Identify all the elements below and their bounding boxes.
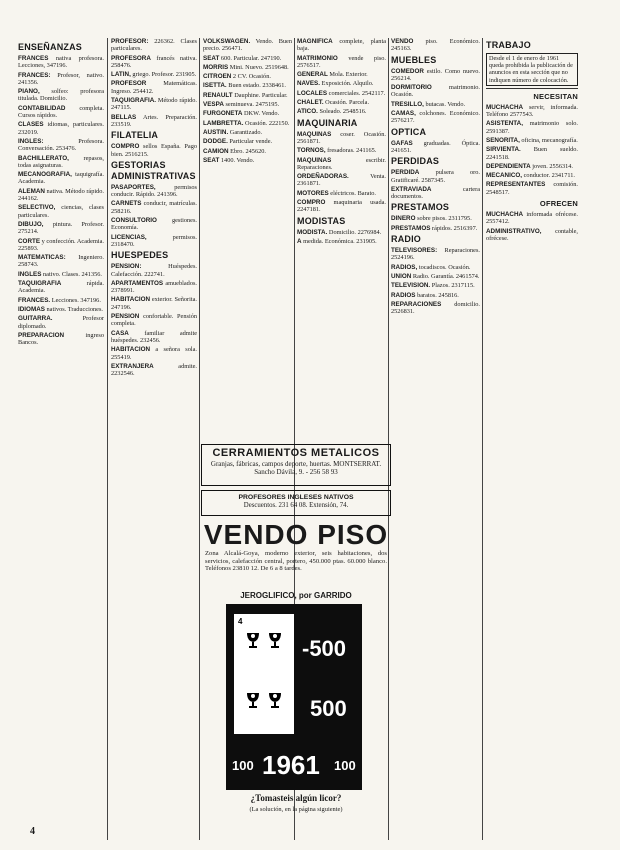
classified-ad: UNION Radio. Garantía. 2461574. bbox=[391, 272, 480, 280]
section-heading-prestamos: PRESTAMOS bbox=[391, 202, 450, 213]
classified-ad: GAFAS graduadas. Óptica. 241651. bbox=[391, 139, 480, 154]
classified-ad: FRANCES nativa profesora. Lecciones, 347196. bbox=[18, 55, 104, 70]
classified-ad: ORDEÑADORAS. Venta. 2361871. bbox=[297, 173, 386, 188]
ads-list bbox=[486, 104, 578, 196]
classified-ad: REPARACIONES domicilio. 2526831. bbox=[391, 300, 480, 316]
classified-ad: GENERAL Mola. Exterior. bbox=[297, 71, 368, 79]
classified-ad: MATEMATICAS: Ingeniero. 258743. bbox=[18, 254, 104, 269]
column-rule bbox=[199, 38, 200, 840]
classified-ad: SEAT 1400. Vendo. bbox=[203, 156, 255, 164]
classified-ad: PENSION confortable. Pensión completa. bbox=[111, 313, 197, 328]
ads-list bbox=[391, 68, 480, 125]
ad-profesores-text: Descuentos. 231 64 08. Extensión, 74. bbox=[243, 502, 349, 509]
classified-ad: TAQUIGRAFIA. Método rápido. 247115. bbox=[111, 97, 197, 112]
classified-ad: PREPARACION ingreso Bancos. bbox=[18, 331, 104, 347]
classified-ad: RADIOS baratos. 245816. bbox=[391, 291, 459, 299]
classified-ad: REPRESENTANTES comisión. 2548517. bbox=[486, 181, 578, 196]
classified-ad: DEPENDIENTA joven. 2556314. bbox=[486, 162, 573, 170]
classified-ad: CONSULTORIO gestiones. Economía. bbox=[111, 217, 197, 232]
ads-list bbox=[391, 247, 480, 315]
ad-profesores-box bbox=[201, 490, 391, 516]
classified-ad: MATRIMONIO vende piso. 2576517. bbox=[297, 54, 386, 69]
classified-ad: DODGE. Particular vende. bbox=[203, 138, 273, 146]
classified-ad: MUCHACHA informada ofrécese. 2557412. bbox=[486, 211, 578, 226]
classified-ad: PROFESOR: 226362. Clases particulares. bbox=[111, 38, 197, 53]
classified-ad: HABITACION exterior. Señorita. 247196. bbox=[111, 296, 197, 311]
classified-ad: MAGNIFICA complete, planta baja. bbox=[297, 38, 386, 53]
ads-list bbox=[486, 211, 578, 242]
puzzle-number-500: 500 bbox=[310, 696, 347, 721]
classified-ad: RENAULT Dauphine. Particular. bbox=[203, 91, 288, 99]
ads-list bbox=[297, 38, 386, 116]
classified-ad: PROFESORA francés nativa. 258476. bbox=[111, 54, 197, 69]
jeroglifico-solution-note: (La solución, en la página siguiente) bbox=[249, 806, 343, 813]
section-heading-muebles: MUEBLES bbox=[391, 54, 437, 65]
classified-ad: GUITARRA. Profesor diplomado. bbox=[18, 315, 104, 330]
classified-ad: VENDO piso. Económico. 245163. bbox=[391, 38, 480, 53]
ads-list bbox=[111, 143, 197, 158]
classified-ad: COMEDOR estilo. Como nuevo. 256214. bbox=[391, 67, 480, 82]
classified-ad: SIRVIENTA. Buen sueldo. 2241518. bbox=[486, 146, 578, 161]
ad-cerramientos-title: CERRAMIENTOS METALICOS bbox=[212, 447, 380, 459]
classified-ad: A medida. Económica. 231905. bbox=[297, 237, 377, 245]
classified-ad: PRESTAMOS rápidos. 2516397. bbox=[391, 224, 478, 232]
classified-ad: DIBUJO, pintura. Profesor. 275214. bbox=[18, 220, 104, 236]
classified-ad: BACHILLERATO, repasos, todas asignaturas. bbox=[18, 154, 104, 169]
ad-vendo-piso-title: VENDO PISO bbox=[203, 519, 389, 550]
puzzle-year-1961: 1961 bbox=[262, 750, 320, 780]
classified-ad: CARNETS conducir, matrículas. 258216. bbox=[111, 200, 197, 215]
classified-ad: CLASES idiomas, particulares. 232019. bbox=[18, 121, 104, 136]
section-heading-modistas: MODISTAS bbox=[297, 215, 346, 226]
classified-ad: TRESILLO, butacas. Vendo. bbox=[391, 100, 466, 108]
ad-cerramientos-text: Granjas, fábricas, campos deporte, huertas. MONTSERRAT. Sancho Dávila, 9. - 256 58 93 bbox=[210, 460, 382, 476]
column-rule bbox=[107, 38, 108, 840]
section-heading-ensenanzas: ENSEÑANZAS bbox=[18, 42, 83, 52]
classified-ad: VOLKSWAGEN. Vendo. Buen precio. 256471. bbox=[203, 38, 292, 53]
column-rule bbox=[388, 38, 389, 840]
classified-ad: PERDIDA pulsera oro. Gratificaré. 2587345. bbox=[391, 169, 480, 184]
classified-ad: SELECTIVO, ciencias, clases particulares. bbox=[18, 204, 104, 219]
ads-list bbox=[297, 229, 386, 246]
classified-ad: MAQUINAS escribir. Reparaciones. bbox=[297, 156, 386, 171]
classified-ad: MECANOGRAFIA, taquigrafía. Academia. bbox=[18, 171, 104, 186]
section-heading-huespedes: HUESPEDES bbox=[111, 250, 169, 261]
classified-ad: PASAPORTES, permisos conducir. Rápido. 241396. bbox=[111, 183, 197, 199]
classified-ad: COMPRO maquinaria usada. 2247181. bbox=[297, 199, 386, 214]
section-heading-filatelia: FILATELIA bbox=[111, 130, 159, 141]
classified-ad: VESPA seminueva. 2475195. bbox=[203, 101, 280, 109]
classified-ad: CASA familiar admite huéspedes. 232456. bbox=[111, 329, 197, 344]
classified-ad: PENSION: Huéspedes. Calefacción. 222741. bbox=[111, 263, 197, 278]
section-heading-optica: OPTICA bbox=[391, 126, 427, 137]
classified-ad: RADIOS, tocadiscos. Ocasión. bbox=[391, 263, 471, 271]
classified-ad: NAVES. Exposición. Alquilo. bbox=[297, 80, 374, 88]
puzzle-number-left-100: 100 bbox=[232, 758, 254, 773]
column-ensenanzas bbox=[18, 40, 104, 838]
classified-ad: MODISTA. Domicilio. 2276984. bbox=[297, 228, 382, 236]
cup-icon bbox=[267, 631, 283, 649]
section-heading-gestorias: GESTORIAS ADMINISTRATIVAS bbox=[111, 159, 196, 181]
classified-ad: ALEMAN nativa. Método rápido. 244162. bbox=[18, 187, 104, 203]
cup-icon bbox=[245, 691, 261, 709]
classified-ad: PIANO, solfeo: profesora titulada. Domicilio. bbox=[18, 88, 104, 103]
ad-profesores-title: PROFESORES INGLESES NATIVOS bbox=[238, 494, 354, 501]
ads-list bbox=[391, 215, 480, 232]
classified-ad: BELLAS Artes. Preparación. 233519. bbox=[111, 113, 197, 128]
classified-ad: IDIOMAS nativos. Traducciones. bbox=[18, 305, 104, 313]
classified-ad: SEAT 600. Particular. 247190. bbox=[203, 54, 282, 62]
classified-ad: EXTRAVIADA cartera documentos. bbox=[391, 185, 480, 201]
classified-ad: MORRIS Mini. Nuevo. 2519648. bbox=[203, 63, 289, 71]
classified-ad: FURGONETA DKW. Vendo. bbox=[203, 110, 280, 118]
trabajo-notice: Desde el 1 de enero de 1961 queda prohibida la publicación de anuncios en esta sección que no indiquen número de colocación. bbox=[486, 53, 578, 86]
classified-ad: ATICO. Soleado. 2548516. bbox=[297, 108, 367, 116]
classified-ad: HABITACION a señora sola. 255419. bbox=[111, 346, 197, 361]
ads-list bbox=[111, 263, 197, 377]
classified-ad: ASISTENTA, matrimonio solo. 2591387. bbox=[486, 120, 578, 135]
ads-list bbox=[391, 169, 480, 200]
classified-ad: APARTAMENTOS amueblados. 2378991. bbox=[111, 279, 197, 295]
page-folio: 4 bbox=[30, 826, 35, 837]
section-heading-maquinaria: MAQUINARIA bbox=[297, 117, 358, 128]
classified-ad: CAMAS, colchones. Económico. 2576217. bbox=[391, 110, 480, 125]
classified-ad: LOCALES comerciales. 2542117. bbox=[297, 89, 386, 97]
classified-ad: FRANCES: Profesor, nativo. 241356. bbox=[18, 71, 104, 86]
ad-vendo-piso-text: Zona Alcalá-Goya, moderno exterior, seis habitaciones, dos servicios, calefacción central, portero, 450.000 ptas. 60.000 blanco. Teléfonos 23810 12. De 6 a 8 tardes. bbox=[205, 550, 387, 573]
ads-list bbox=[391, 140, 480, 155]
section-heading-necesitan: NECESITAN bbox=[533, 91, 578, 101]
classified-ad: TELEVISORES: Reparaciones. 2524196. bbox=[391, 247, 480, 262]
classified-ad: INGLES nativo. Clases. 241356. bbox=[18, 270, 102, 278]
classified-ad: LAMBRETTA. Ocasión. 222150. bbox=[203, 119, 290, 127]
classified-ad: CAMION Ebro. 245620. bbox=[203, 147, 266, 155]
cup-icon bbox=[267, 691, 283, 709]
column-rule bbox=[482, 38, 483, 840]
ads-list bbox=[391, 38, 480, 53]
classified-ad: LATIN, griego. Profesor. 231905. bbox=[111, 71, 197, 79]
puzzle-number-minus-500: -500 bbox=[302, 636, 347, 661]
classified-ad: FRANCES. Lecciones. 347196. bbox=[18, 296, 101, 304]
section-heading-radio: RADIO bbox=[391, 234, 421, 245]
ads-list bbox=[111, 184, 197, 248]
classified-ad: PROFESOR Matemáticas. Ingreso. 254412. bbox=[111, 80, 197, 95]
classified-ad: AUSTIN. Garantizado. bbox=[203, 128, 263, 136]
classified-ad: TORNOS, fresadoras. 241165. bbox=[297, 147, 377, 155]
jeroglifico-puzzle bbox=[226, 604, 362, 790]
classified-ad: CONTABILIDAD completa. Cursos rápidos. bbox=[18, 104, 104, 120]
classified-ad: SENORITA, oficina, mecanografía. bbox=[486, 137, 578, 144]
section-heading-trabajo: TRABAJO bbox=[486, 40, 531, 50]
jeroglifico-question: ¿Tomasteis algún licor? bbox=[250, 793, 342, 803]
section-heading-perdidas: PERDIDAS bbox=[391, 156, 440, 167]
section-heading-ofrecen: OFRECEN bbox=[539, 199, 578, 209]
classified-ad: TELEVISION. Plazos. 2317115. bbox=[391, 282, 475, 290]
ads-list bbox=[111, 38, 197, 128]
classified-ad: COMPRO sellos España. Pago bien. 2516215. bbox=[111, 143, 197, 158]
column-3 bbox=[203, 38, 292, 440]
classified-ad: CHALET. Ocasión. Parcela. bbox=[297, 99, 370, 107]
ads-list bbox=[203, 38, 292, 164]
ad-cerramientos-box bbox=[201, 444, 391, 486]
classified-ad: CORTE y confección. Academia. 225893. bbox=[18, 237, 104, 252]
divider bbox=[486, 88, 578, 89]
ads-list bbox=[18, 55, 104, 346]
ads-list bbox=[297, 131, 386, 214]
classified-ad: ADMINISTRATIVO, contable, ofrécese. bbox=[486, 227, 578, 242]
classified-ad: ISETTA. Buen estado. 2338461. bbox=[203, 82, 286, 90]
card-index: 4 bbox=[238, 617, 243, 626]
column-5 bbox=[391, 38, 480, 838]
column-4 bbox=[297, 38, 386, 440]
playing-card-four-of-cups bbox=[234, 614, 294, 734]
classified-ad: MAQUINAS coser. Ocasión. 2561871. bbox=[297, 130, 386, 145]
column-trabajo bbox=[486, 38, 578, 838]
ad-vendo-piso bbox=[201, 520, 391, 590]
classified-ad: MUCHACHA servir, informada. Teléfono 2577543. bbox=[486, 103, 578, 119]
classified-ad: LICENCIAS, permisos. 2318470. bbox=[111, 233, 197, 248]
classified-ad: DORMITORIO matrimonio. Ocasión. bbox=[391, 84, 480, 99]
classified-ad: TAQUIGRAFIA rápida. Academia. bbox=[18, 280, 104, 295]
classified-ad: EXTRANJERA admite. 2232546. bbox=[111, 362, 197, 378]
classified-ad: DINERO sobre pisos. 2311795. bbox=[391, 215, 472, 223]
jeroglifico-title: JEROGLIFICO, por GARRIDO bbox=[240, 591, 352, 600]
column-2 bbox=[111, 38, 197, 838]
classified-ad: CITROEN 2 CV. Ocasión. bbox=[203, 73, 271, 81]
cup-icon bbox=[245, 631, 261, 649]
classified-ad: INGLES: Profesora. Conversación. 253476. bbox=[18, 137, 104, 153]
puzzle-number-right-100: 100 bbox=[334, 758, 356, 773]
classified-ad: MECANICO, conductor. 2341711. bbox=[486, 172, 575, 180]
classified-ad: MOTORES eléctricos. Barato. bbox=[297, 189, 376, 197]
